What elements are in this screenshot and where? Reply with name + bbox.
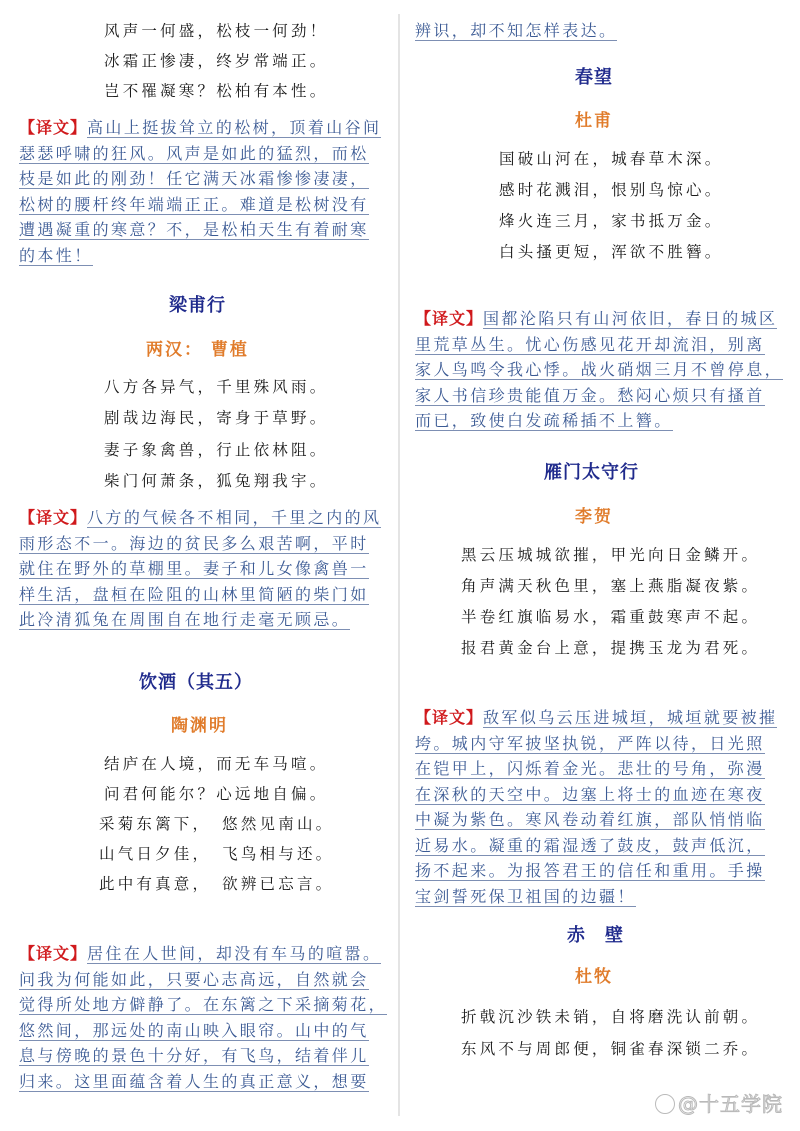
- verse-line: 山气日夕佳， 飞鸟相与还。: [99, 845, 335, 863]
- verse-line: 剧哉边海民，寄身于草野。: [104, 409, 329, 427]
- poem-title: 梁甫行: [169, 295, 226, 316]
- translation-block: 辨识，却不知怎样表达。: [415, 21, 618, 40]
- verse-line: 报君黄金台上意，提携玉龙为君死。: [461, 639, 761, 657]
- verse-line: 岂不罹凝寒？松柏有本性。: [104, 82, 329, 100]
- poem-title: 赤 壁: [567, 925, 624, 946]
- poem-author: 杜牧: [575, 967, 613, 987]
- poem-title: 雁门太守行: [544, 462, 639, 483]
- verse-line: 风声一何盛，松枝一何劲！: [104, 22, 329, 40]
- verse-line: 感时花溅泪，恨别鸟惊心。: [499, 181, 724, 199]
- verse-line: 八方各异气，千里殊风雨。: [104, 378, 329, 396]
- verse-line: 妻子象禽兽，行止依林阻。: [104, 441, 329, 459]
- verse-line: 黑云压城城欲摧，甲光向日金鳞开。: [461, 546, 761, 564]
- poem-title: 饮酒（其五）: [139, 672, 253, 693]
- translation-tag: 【译文】: [19, 118, 88, 137]
- verse-line: 冰霜正惨凄，终岁常端正。: [104, 52, 329, 70]
- verse-line: 折戟沉沙铁未销，自将磨洗认前朝。: [461, 1008, 761, 1026]
- verse-line: 东风不与周郎便，铜雀春深锁二乔。: [461, 1040, 761, 1058]
- watermark: @十五学院: [655, 1088, 783, 1117]
- verse-line: 采菊东篱下， 悠然见南山。: [99, 815, 335, 833]
- translation-tag: 【译文】: [415, 708, 484, 727]
- translation-block: 【译文】居住在人世间，却没有车马的喧嚣。 问我为何能如此，只要心志高远，自然就会 觉得所处地方僻静了。在东篱之下采摘菊花， 悠然间，那远处的南山映入眼帘。山中的气 息与傍晚的景色十分好，有飞鸟，结着伴儿 归来。这里面蕴含着人生的真正意义，想要: [19, 944, 388, 1091]
- verse-line: 半卷红旗临易水，霜重鼓寒声不起。: [461, 608, 761, 626]
- translation-block: 【译文】敌军似乌云压进城垣，城垣就要被摧 垮。城内守军披坚执锐，严阵以待，日光照 在铠甲上，闪烁着金光。悲壮的号角，弥漫 在深秋的天空中。边塞上将士的血迹在寒夜 中凝为紫色。寒风卷动着红旗，部队悄悄临 近易水。凝重的霜湿透了鼓皮，鼓声低沉， 扬不起来。为报答君王的信任和重用。手操 宝剑誓死保卫祖国的边疆！: [415, 708, 778, 906]
- verse-line: 白头搔更短，浑欲不胜簪。: [499, 243, 724, 261]
- baidu-paw-icon: [655, 1094, 675, 1114]
- translation-block: 【译文】八方的气候各不相同，千里之内的风 雨形态不一。海边的贫民多么艰苦啊，平时 就住在野外的草棚里。妻子和儿女像禽兽一 样生活，盘桓在险阻的山林里简陋的柴门如 此冷清狐兔在周围自在地行走毫无顾忌。: [19, 508, 382, 629]
- verse-line: 结庐在人境，而无车马喧。: [104, 755, 329, 773]
- poem-author: 两汉： 曹植: [146, 340, 249, 360]
- poem-author: 李贺: [575, 507, 613, 527]
- verse-line: 国破山河在，城春草木深。: [499, 150, 724, 168]
- column-divider: [398, 14, 400, 1116]
- verse-line: 角声满天秋色里，塞上燕脂凝夜紫。: [461, 577, 761, 595]
- translation-tag: 【译文】: [415, 309, 484, 328]
- poem-title: 春望: [575, 67, 613, 88]
- poem-author: 杜甫: [575, 111, 613, 131]
- translation-tag: 【译文】: [19, 508, 88, 527]
- verse-line: 此中有真意， 欲辨已忘言。: [99, 875, 335, 893]
- translation-tag: 【译文】: [19, 944, 88, 963]
- verse-line: 柴门何萧条，狐兔翔我宇。: [104, 472, 329, 490]
- translation-block: 【译文】高山上挺拔耸立的松树，顶着山谷间 瑟瑟呼啸的狂风。风声是如此的猛烈，而松 枝是如此的刚劲！任它满天冰霜惨惨凄凄， 松树的腰杆终年端端正正。难道是松树没有 遭遇凝重的寒意？不，是松柏天生有着耐寒 的本性！: [19, 118, 382, 265]
- translation-block: 【译文】国都沦陷只有山河依旧，春日的城区 里荒草丛生。忧心伤感见花开却流泪，别离 家人鸟鸣令我心悸。战火硝烟三月不曾停息， 家人书信珍贵能值万金。愁闷心烦只有搔首 而已，致使白发疏稀插不上簪。: [415, 309, 784, 430]
- poem-author: 陶渊明: [171, 716, 228, 736]
- verse-line: 问君何能尔？心远地自偏。: [104, 785, 329, 803]
- verse-line: 烽火连三月，家书抵万金。: [499, 212, 724, 230]
